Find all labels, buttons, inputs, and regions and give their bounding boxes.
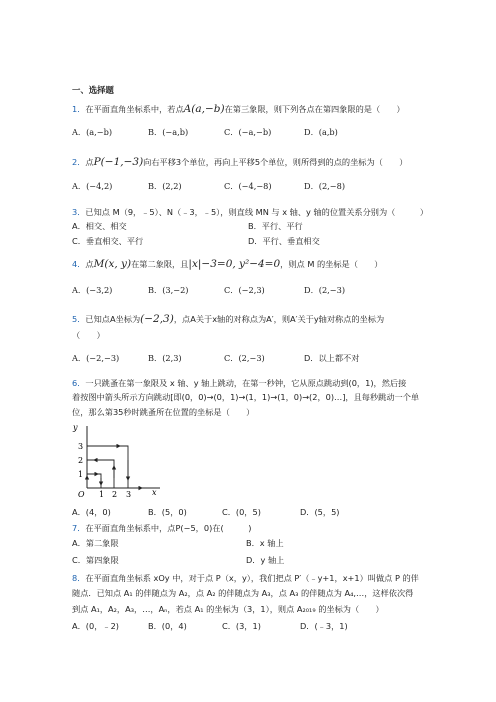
question-3 [72, 206, 428, 218]
option-b[interactable]: B．平行、平行 [248, 221, 303, 231]
question-text: 点 [85, 259, 94, 269]
math-expression: (−2,3) [140, 313, 174, 325]
math-expression: P(−1,−3) [93, 156, 144, 168]
question-number: 6． [72, 378, 86, 388]
question-text: 位，那么第35秒时跳蚤所在位置的坐标是（ ） [72, 407, 255, 417]
option-c[interactable]: C．垂直相交、平行 [72, 236, 144, 246]
question-number: 7． [72, 523, 86, 533]
x-tick-label: 1 [99, 490, 105, 499]
question-text: ，则点 M 的坐标是（ ） [280, 259, 383, 269]
question-text: （ ） [72, 330, 105, 340]
origin-label: O [78, 490, 85, 499]
question-4 [72, 258, 383, 270]
option-b[interactable]: B．(2,3) [148, 353, 182, 363]
question-text: 在平面直角坐标系中，点P(−5，0)在( ) [85, 523, 252, 533]
y-axis-label: y [73, 423, 78, 432]
x-axis-label: x [152, 488, 157, 497]
question-text: 一只跳蚤在第一象限及 x 轴、y 轴上跳动，在第一秒钟，它从原点跳动到(0，1)，然后接 [85, 378, 407, 388]
question-number: 1． [72, 104, 86, 114]
question-text: 在第二象限，且 [131, 259, 189, 269]
option-a[interactable]: A．(4，0) [72, 507, 111, 517]
option-d[interactable]: D．以上都不对 [304, 353, 360, 363]
option-d[interactable]: D．(2,−8) [304, 181, 346, 191]
flea-jump-figure [70, 420, 170, 502]
question-number: 2． [72, 157, 86, 167]
y-tick-label: 1 [78, 470, 84, 479]
option-c[interactable]: C．(−a,−b) [224, 127, 272, 137]
question-text: 在第三象限，则下列各点在第四象限的是（ ） [224, 104, 405, 114]
option-c[interactable]: C．(2,−3) [224, 353, 265, 363]
question-text: 向右平移3个单位，再向上平移5个单位，则所得到的点的坐标为（ ） [143, 157, 408, 167]
jump-path [87, 446, 128, 488]
question-6 [72, 377, 406, 389]
y-tick-label: 3 [78, 442, 84, 451]
option-a[interactable]: A．(−3,2) [72, 285, 113, 295]
section-title: 一、选择题 [72, 85, 114, 95]
question-1 [72, 103, 405, 115]
question-text: 在平面直角坐标系 xOy 中，对于点 P（x，y），我们把点 P′（﹣y+1，x+1）叫做点 P 的伴 [85, 573, 419, 583]
option-d[interactable]: D．(﹣3，1) [300, 621, 348, 631]
question-text: ，点A关于x轴的对称点为A′，则A′关于y轴对称点的坐标为 [173, 314, 385, 324]
question-2 [72, 156, 407, 168]
option-a[interactable]: A．(0，﹣2) [72, 621, 119, 631]
question-text: 点 [85, 157, 94, 167]
question-text: 随点．已知点 A₁ 的伴随点为 A₂，点 A₂ 的伴随点为 A₃，点 A₃ 的伴随点为 A₄,…，这样依次得 [72, 588, 414, 598]
option-a[interactable]: A．(a,−b) [72, 127, 113, 137]
option-d[interactable]: D．(2,−3) [304, 285, 346, 295]
option-b[interactable]: B．x 轴上 [246, 538, 284, 548]
option-c[interactable]: C．第四象限 [72, 555, 119, 565]
option-d[interactable]: D．(5，5) [300, 507, 340, 517]
question-8 [72, 572, 419, 584]
math-expression: A(a,−b) [183, 103, 225, 115]
option-b[interactable]: B．(5，0) [148, 507, 187, 517]
option-a[interactable]: A．相交、相交 [72, 221, 127, 231]
option-a[interactable]: A．(−4,2) [72, 181, 113, 191]
option-d[interactable]: D．y 轴上 [246, 555, 285, 565]
option-d[interactable]: D．平行、垂直相交 [248, 236, 320, 246]
math-expression: M(x, y) [93, 258, 132, 270]
option-d[interactable]: D．(a,b) [304, 127, 338, 137]
question-number: 3． [72, 207, 86, 217]
x-tick-label: 2 [112, 490, 118, 499]
option-b[interactable]: B．(2,2) [148, 181, 182, 191]
question-number: 4． [72, 259, 86, 269]
option-c[interactable]: C．(3，1) [222, 621, 261, 631]
question-text: 已知点A坐标为 [85, 314, 141, 324]
question-number: 5． [72, 314, 86, 324]
y-tick-label: 2 [78, 456, 84, 465]
option-c[interactable]: C．(−4,−8) [224, 181, 272, 191]
question-5 [72, 313, 384, 325]
option-b[interactable]: B．(−a,b) [148, 127, 189, 137]
option-c[interactable]: C．(0，5) [222, 507, 261, 517]
option-b[interactable]: B．(3,−2) [148, 285, 189, 295]
question-number: 8． [72, 573, 86, 583]
option-c[interactable]: C．(−2,3) [224, 285, 265, 295]
option-b[interactable]: B．(0，4) [148, 621, 187, 631]
option-a[interactable]: A．第二象限 [72, 538, 119, 548]
question-text: 到点 A₁，A₂，A₃，…，Aₙ，若点 A₁ 的坐标为（3，1），则点 A₂₀₁₉ 的坐标为（ ） [72, 604, 384, 614]
option-a[interactable]: A．(−2,−3) [72, 353, 120, 363]
question-7 [72, 522, 251, 534]
question-text: 已知点 M（9，﹣5）、N（﹣3，﹣5），则直线 MN 与 x 轴、y 轴的位置关系分别为（ ） [85, 207, 429, 217]
question-text: 着按图中箭头所示方向跳动[即(0，0)→(0，1)→(1，1)→(1，0)→(2，0)…]，且每秒跳动一个单 [72, 392, 420, 402]
x-tick-label: 3 [126, 490, 132, 499]
question-text: 在平面直角坐标系中，若点 [85, 104, 184, 114]
math-expression: |x|−3=0, y²−4=0 [188, 258, 281, 270]
